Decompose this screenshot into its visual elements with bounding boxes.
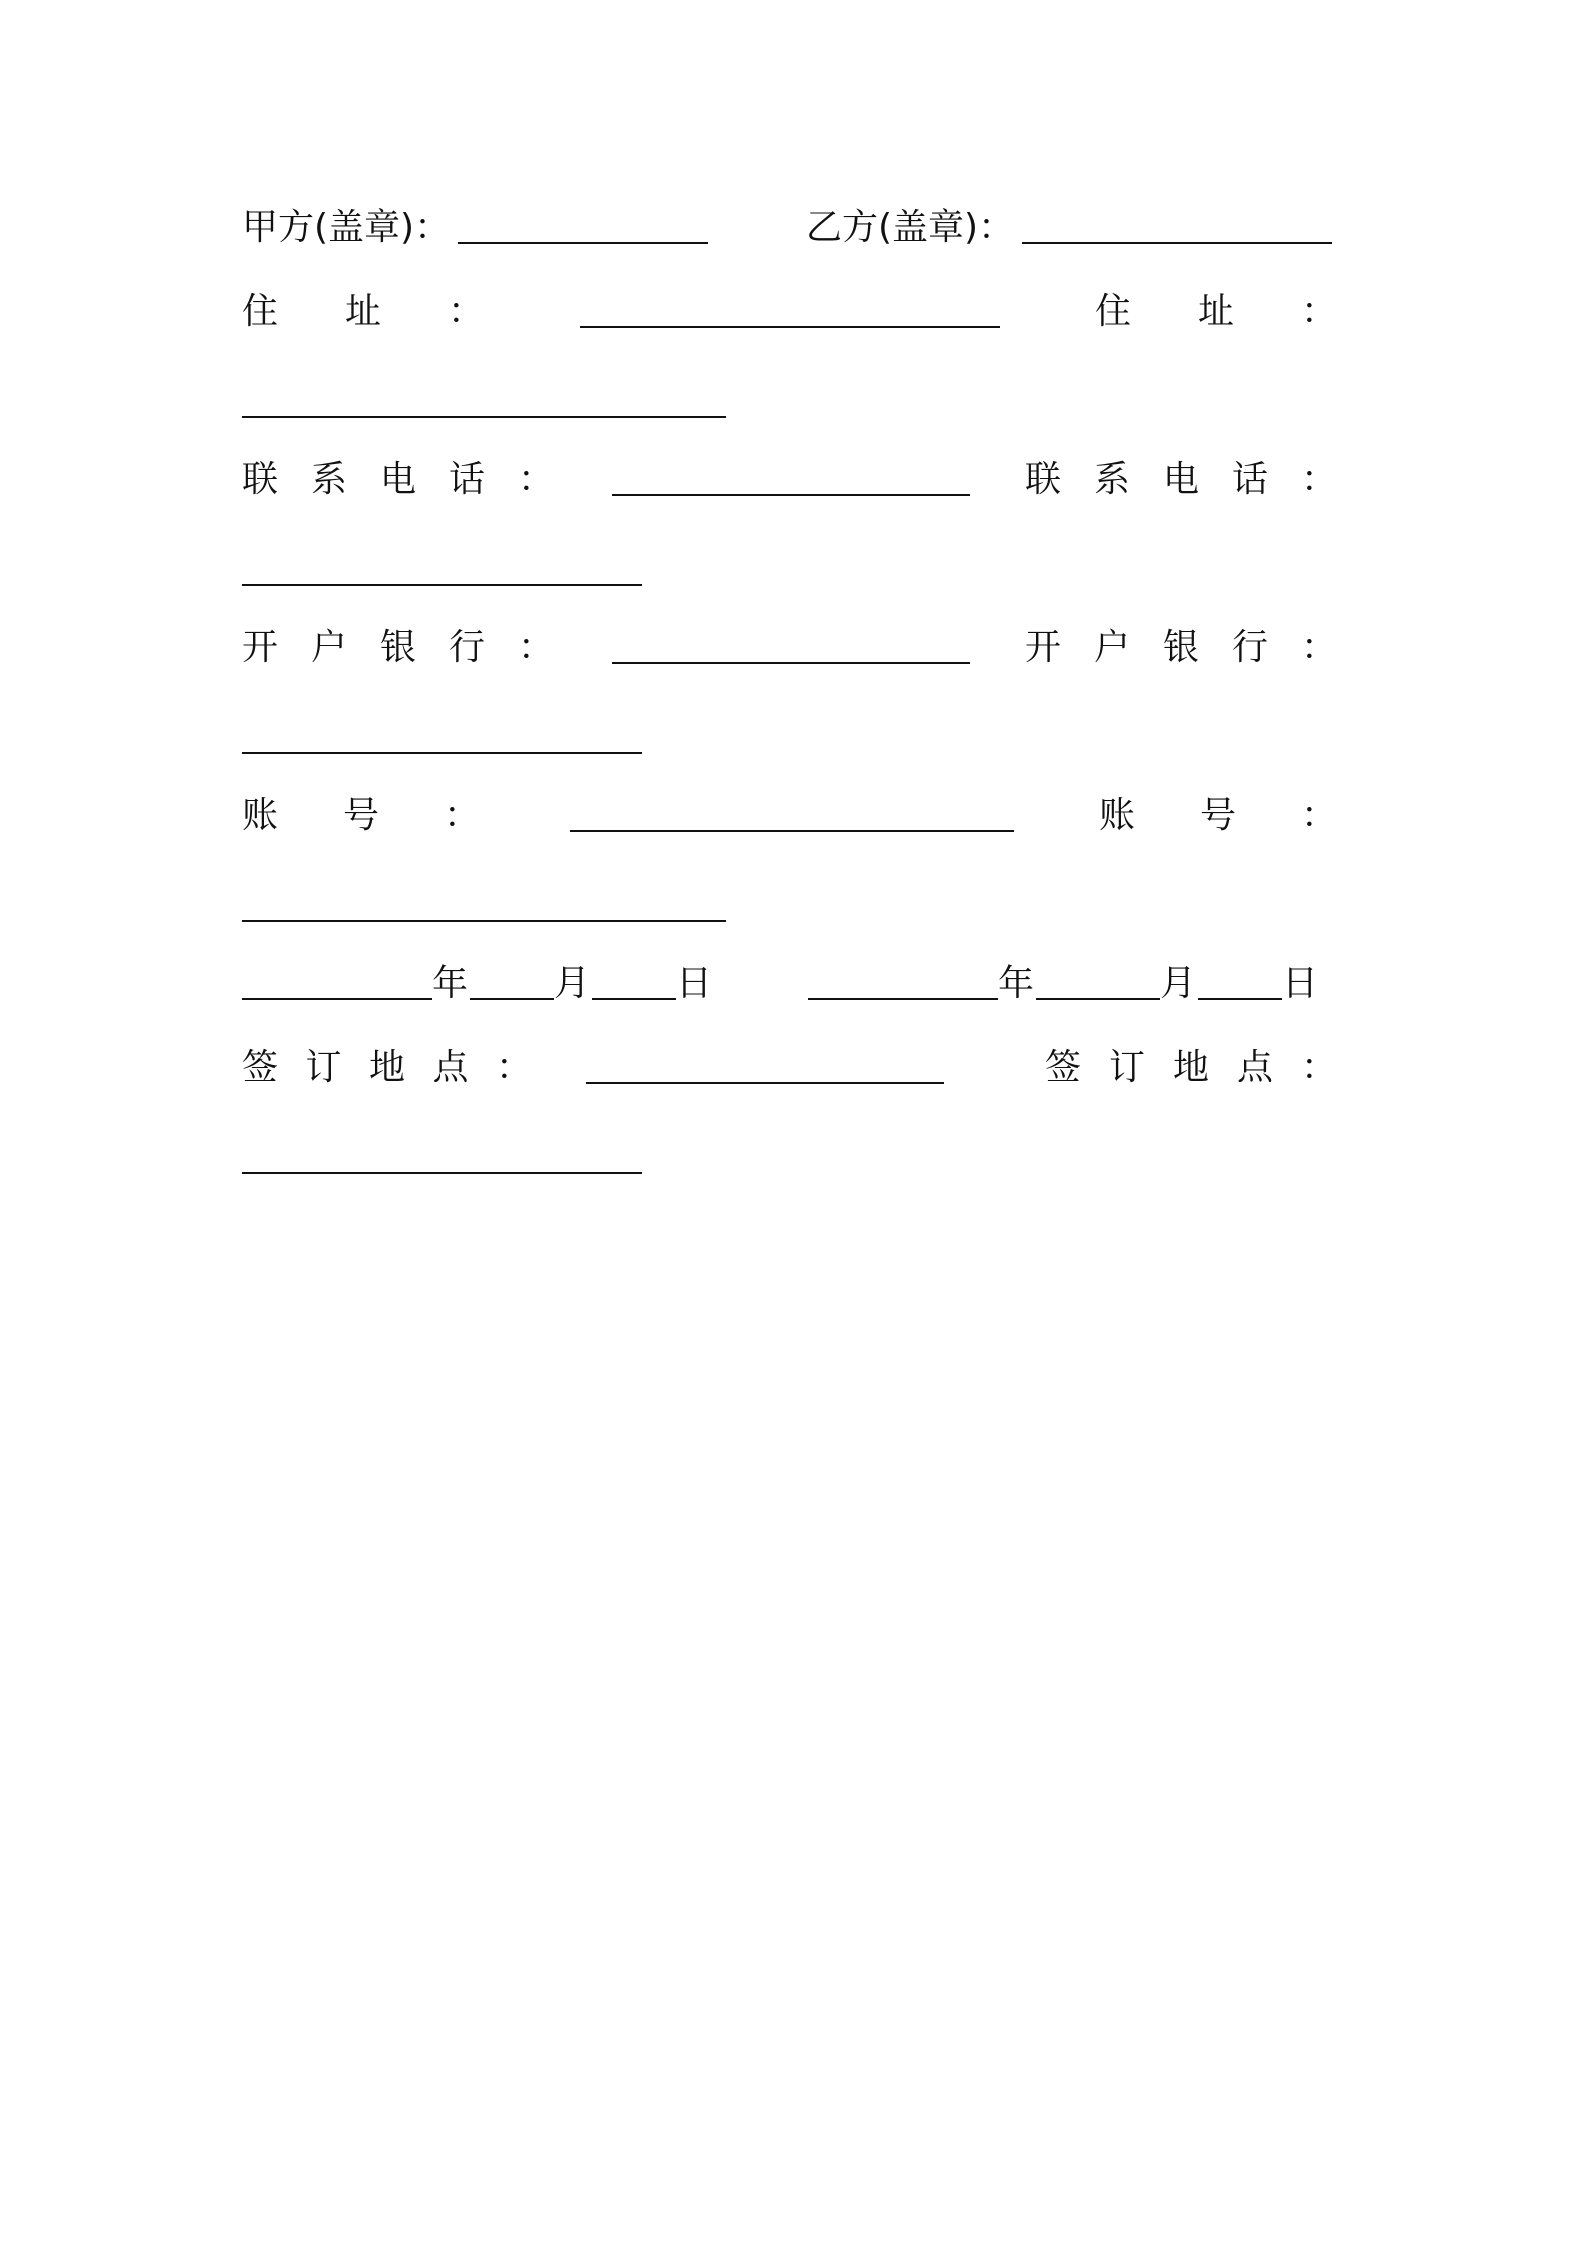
address-row [242, 282, 1337, 342]
party-b-day-blank [1198, 998, 1282, 1000]
party-b-month-unit: 月 [1160, 963, 1197, 1004]
party-b-seal-blank [1022, 242, 1332, 244]
party-a-place-label: 签 订 地 点 ： [242, 1047, 532, 1088]
party-b-address-label: 住 址 ： [1095, 291, 1337, 332]
phone-row [242, 450, 1337, 510]
party-b-day-unit: 日 [1282, 963, 1319, 1004]
party-a-phone-blank [612, 494, 970, 496]
party-b-year-blank [808, 998, 998, 1000]
party-a-address-blank [580, 326, 1000, 328]
party-a-account-blank [570, 830, 1014, 832]
account-row [242, 786, 1337, 846]
party-b-address-blank [242, 416, 726, 418]
party-b-account-label: 账 号 ： [1099, 795, 1337, 836]
party-b-account-blank [242, 920, 726, 922]
party-b-year-unit: 年 [998, 963, 1035, 1004]
date-row [242, 954, 1337, 1014]
party-a-seal-blank [458, 242, 708, 244]
bank-row [242, 618, 1337, 678]
party-a-year-unit: 年 [432, 963, 469, 1004]
party-a-day-unit: 日 [676, 963, 713, 1004]
party-a-place-blank [586, 1082, 944, 1084]
party-a-seal-label: 甲方(盖章)： [242, 207, 451, 248]
party-a-day-blank [592, 998, 676, 1000]
party-b-seal-label: 乙方(盖章)： [806, 207, 1015, 248]
party-b-month-blank [1036, 998, 1160, 1000]
party-b-phone-blank [242, 584, 642, 586]
party-a-bank-label: 开 户 银 行 ： [242, 627, 554, 668]
party-b-phone-label: 联 系 电 话 ： [1025, 459, 1337, 500]
party-a-month-blank [470, 998, 554, 1000]
party-a-account-label: 账 号 ： [242, 795, 480, 836]
party-seal-row [242, 198, 1337, 258]
party-a-phone-label: 联 系 电 话 ： [242, 459, 554, 500]
party-b-bank-label: 开 户 银 行 ： [1025, 627, 1337, 668]
party-a-address-label: 住 址 ： [242, 291, 484, 332]
party-a-bank-blank [612, 662, 970, 664]
party-b-place-label: 签 订 地 点 ： [1045, 1047, 1337, 1088]
party-a-month-unit: 月 [554, 963, 591, 1004]
party-b-place-blank [242, 1172, 642, 1174]
place-row [242, 1038, 1337, 1098]
party-a-year-blank [242, 998, 432, 1000]
party-b-bank-blank [242, 752, 642, 754]
